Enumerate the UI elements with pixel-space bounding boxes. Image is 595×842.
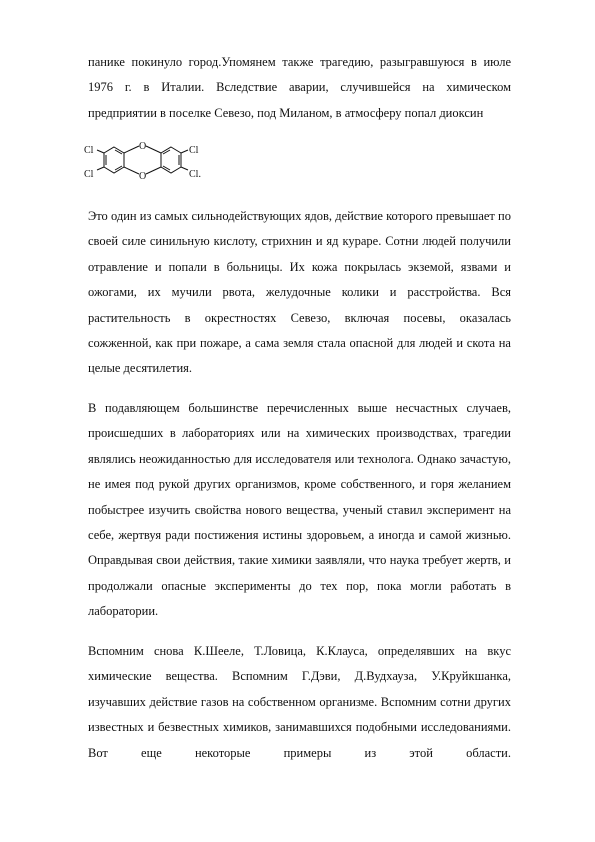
paragraph-chemists-list: Вспомним снова К.Шееле, Т.Ловица, К.Клауса, определявших на вкус химические вещества. Вспомним Г.Дэви, Д.Вудхауза, У.Круйкшанка, изучавших действие газов на собственном организме. Вспомним сотни других известных и безвестных химиков, занимавшихся подобными исследованиями. Вот еще некоторые примеры из этой области. xyxy=(88,644,511,760)
chlorine-label-bottom-right: Cl. xyxy=(189,169,201,180)
chlorine-label-top-right: Cl xyxy=(189,145,199,156)
paragraph-seveso-intro: панике покинуло город.Упомянем также трагедию, разыгравшуюся в июле 1976 г. в Италии. Вследствие аварии, случившейся на химическом предприятии в поселке Севезо, под Миланом, в атмосферу попал диоксин xyxy=(88,55,511,120)
left-benzene-ring xyxy=(104,147,124,173)
oxygen-label-bottom: O xyxy=(139,171,147,182)
oxygen-label-top: O xyxy=(139,141,147,152)
dioxin-structure-formula xyxy=(84,135,224,195)
right-benzene-ring xyxy=(161,147,181,173)
chlorine-label-top-left: Cl xyxy=(84,145,94,156)
chlorine-bonds xyxy=(97,150,188,170)
paragraph-dioxin-effects: Это один из самых сильнодействующих ядов, действие которого превышает по своей силе синильную кислоту, стрихнин и яд кураре. Сотни людей получили отравление и попали в больницы. Их кожа покрылась экземой, язвами и ожогами, их мучили рвота, желудочные колики и расстройства. Вся растительность в окрестностях Севезо, включая посевы, оказалась сожженной, как при пожаре, а сама земля стала опасной для людей и скота на целые десятилетия. xyxy=(88,209,511,376)
paragraph-self-experiments: В подавляющем большинстве перечисленных выше несчастных случаев, происшедших в лабораториях или на химических производствах, трагедии являлись неожиданностью для исследователя или технолога. Однако зачастую, не имея под рукой других организмов, кроме собственного, и горя желанием побыстрее изучить свойства нового вещества, ученый ставил эксперимент на себе, жертвуя ради постижения истины здоровьем, а иногда и самой жизнью. Оправдывая свои действия, такие химики заявляли, что наука требует жертв, и продолжали опасные эксперименты до тех пор, пока могли работать в лаборатории. xyxy=(88,401,511,619)
chlorine-label-bottom-left: Cl xyxy=(84,169,94,180)
